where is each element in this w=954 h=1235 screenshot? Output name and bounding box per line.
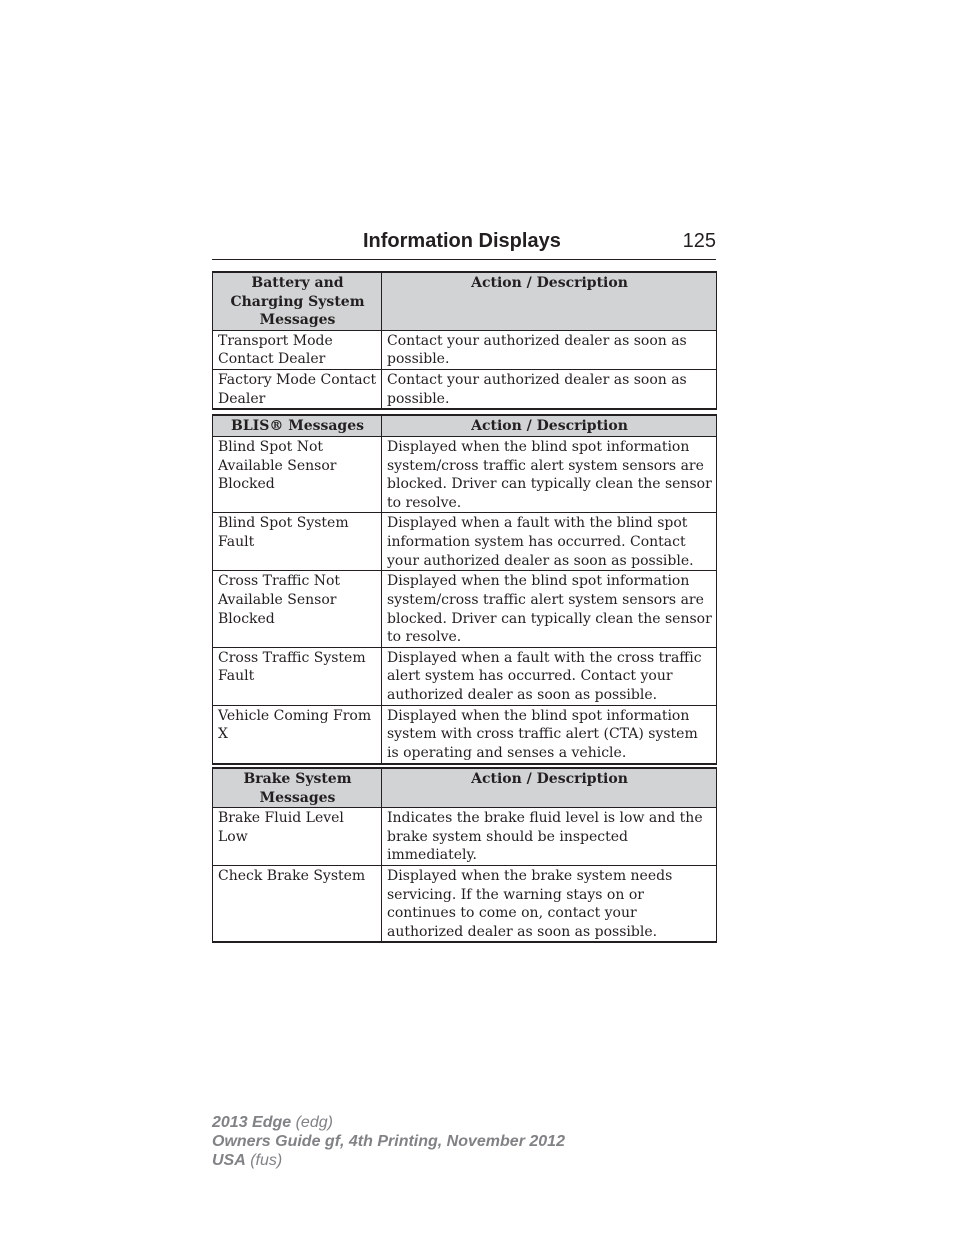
table-row xyxy=(213,369,717,409)
message-cell: Check Brake System xyxy=(213,865,382,942)
table-header-row xyxy=(213,415,717,437)
column-header-action: Action / Description xyxy=(382,768,717,808)
action-cell: Indicates the brake fluid level is low and the brake system should be inspected immediately. xyxy=(382,808,717,866)
table-header-row xyxy=(213,768,717,808)
message-cell: Factory Mode Contact Dealer xyxy=(213,369,382,409)
table-row xyxy=(213,437,717,513)
message-cell: Cross Traffic System Fault xyxy=(213,647,382,705)
action-cell: Displayed when the blind spot information system with cross traffic alert (CTA) system is operating and senses a vehicle. xyxy=(382,705,717,764)
action-cell: Displayed when a fault with the blind spot information system has occurred. Contact your authorized dealer as soon as possible. xyxy=(382,513,717,571)
page-footer xyxy=(212,1113,565,1170)
footer-model-name: 2013 Edge xyxy=(212,1114,292,1131)
message-cell: Vehicle Coming From X xyxy=(213,705,382,764)
action-cell: Contact your authorized dealer as soon as possible. xyxy=(382,369,717,409)
table-row xyxy=(213,865,717,942)
footer-guide-info: Owners Guide gf, 4th Printing, November 2012 xyxy=(212,1133,565,1150)
table-row xyxy=(213,513,717,571)
message-cell: Cross Traffic Not Available Sensor Blocked xyxy=(213,571,382,647)
message-cell: Blind Spot Not Available Sensor Blocked xyxy=(213,437,382,513)
column-header-action: Action / Description xyxy=(382,415,717,437)
blis-messages-table xyxy=(212,414,717,765)
battery-messages-table xyxy=(212,271,717,410)
footer-model-code: (edg) xyxy=(291,1114,333,1131)
section-title: Information Displays xyxy=(363,230,561,252)
action-cell: Displayed when the blind spot information system/cross traffic alert system sensors are blocked. Driver can typically clean the sensor to resolve. xyxy=(382,571,717,647)
page-header xyxy=(212,230,716,260)
action-cell: Displayed when a fault with the cross traffic alert system has occurred. Contact your authorized dealer as soon as possible. xyxy=(382,647,717,705)
column-header-action: Action / Description xyxy=(382,272,717,330)
table-row xyxy=(213,808,717,866)
message-cell: Transport Mode Contact Dealer xyxy=(213,330,382,369)
action-cell: Contact your authorized dealer as soon as possible. xyxy=(382,330,717,369)
action-cell: Displayed when the brake system needs servicing. If the warning stays on or continues to come on, contact your authorized dealer as soon as possible. xyxy=(382,865,717,942)
footer-region-code: (fus) xyxy=(245,1152,283,1169)
table-row xyxy=(213,571,717,647)
table-row xyxy=(213,647,717,705)
action-cell: Displayed when the blind spot information system/cross traffic alert system sensors are blocked. Driver can typically clean the sensor to resolve. xyxy=(382,437,717,513)
footer-line-model xyxy=(212,1113,565,1132)
column-header-messages: BLIS® Messages xyxy=(213,415,382,437)
table-header-row xyxy=(213,272,717,330)
footer-line-region xyxy=(212,1151,565,1170)
message-cell: Brake Fluid Level Low xyxy=(213,808,382,866)
footer-region-name: USA xyxy=(212,1152,246,1169)
column-header-messages: Battery and Charging System Messages xyxy=(213,272,382,330)
footer-line-guide xyxy=(212,1132,565,1151)
brake-messages-table xyxy=(212,767,717,943)
table-row xyxy=(213,705,717,764)
page-number: 125 xyxy=(682,230,716,252)
message-cell: Blind Spot System Fault xyxy=(213,513,382,571)
table-row xyxy=(213,330,717,369)
column-header-messages: Brake System Messages xyxy=(213,768,382,808)
